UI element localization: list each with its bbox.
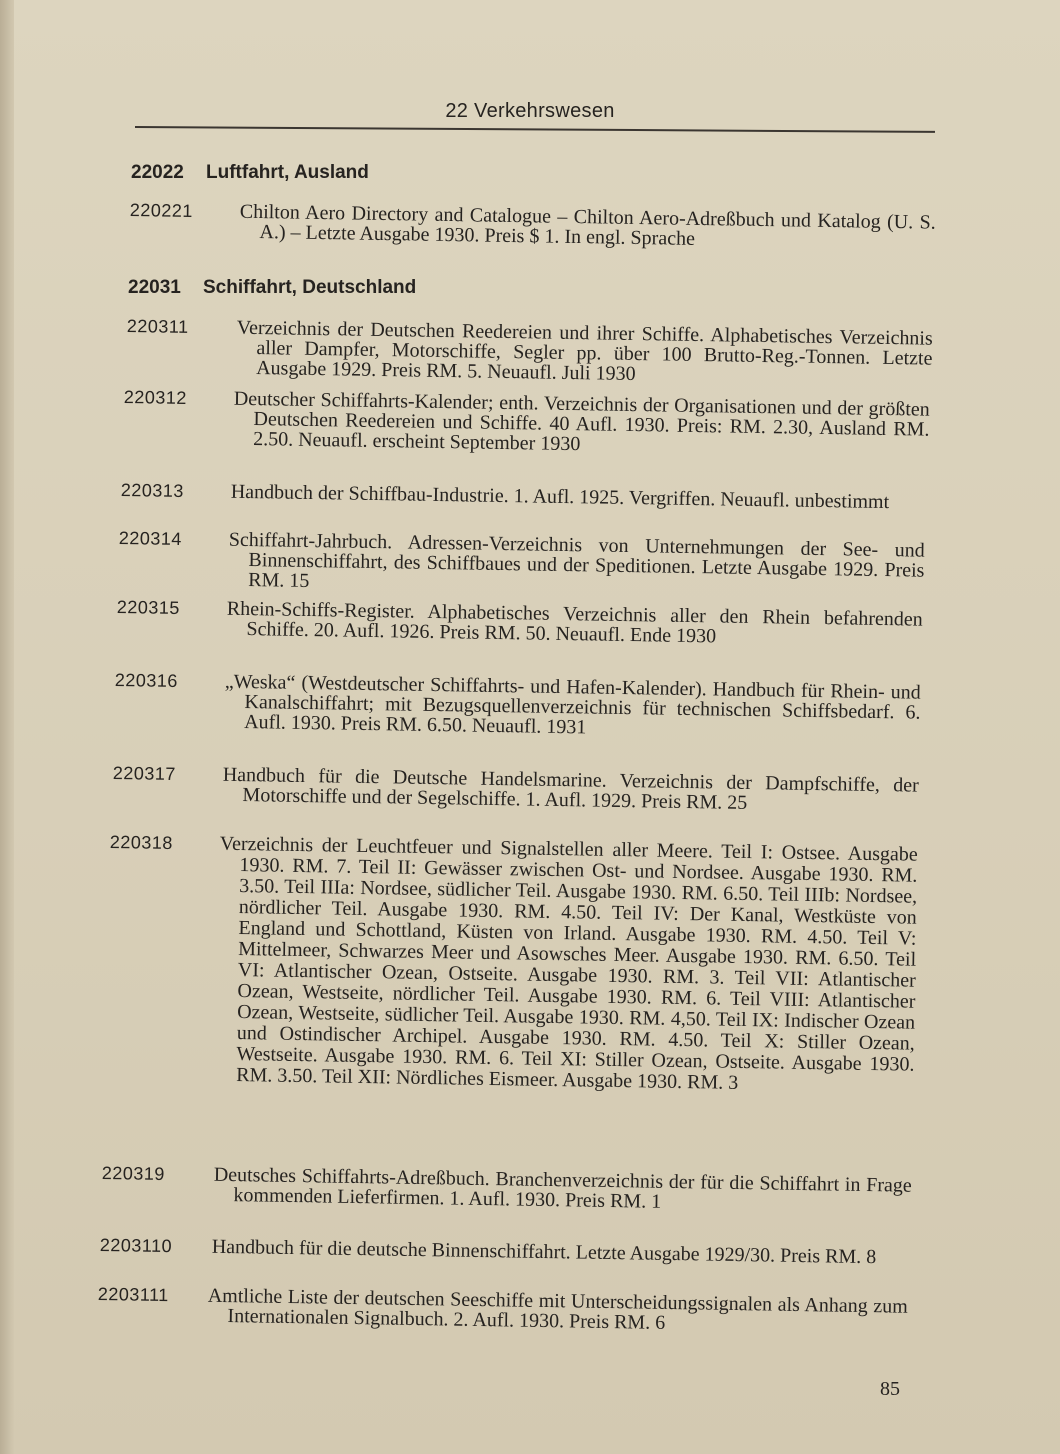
entry-text: Deutscher Schiffahrts-Kalender; enth. Verzeichnis der Organisationen und der größten Deutschen Reedereien und Schiffe. 40 Aufl. 1930. Preis: RM. 2.30, Ausland RM. 2.50. Neuaufl. erscheint September 1930 [233, 387, 930, 456]
entry-number: 220312 [123, 387, 188, 408]
entry-number: 220317 [112, 763, 177, 784]
catalog-entry [99, 1235, 912, 1269]
entry-text: Deutsches Schiffahrts-Adreßbuch. Branchenverzeichnis der für die Schiffahrt in Frage kommenden Lieferfirmen. 1. Aufl. 1930. Preis RM. 1 [213, 1163, 912, 1213]
catalog-entry [123, 387, 934, 456]
catalog-entry [101, 1163, 914, 1213]
entry-number: 220319 [101, 1163, 166, 1184]
entry-text: Amtliche Liste der deutschen Seeschiffe mit Unterscheidungssignalen als Anhang zum Internationalen Signalbuch. 2. Aufl. 1930. Preis RM. 6 [207, 1284, 908, 1334]
entry-text: Handbuch der Schiffbau-Industrie. 1. Aufl. 1925. Vergriffen. Neuaufl. unbestimmt [230, 480, 890, 514]
catalog-entry [129, 200, 940, 263]
entry-text: Handbuch für die Deutsche Handelsmarine. Verzeichnis der Dampfschiffe, der Motorschiffe und der Segelschiffe. 1. Aufl. 1929. Preis RM. 25 [222, 763, 919, 814]
catalog-entry [120, 480, 931, 514]
running-header: 22 Verkehrswesen [445, 100, 615, 122]
entry-number: 220313 [120, 480, 185, 501]
header-rule [135, 126, 935, 133]
entry-text: Verzeichnis der Leuchtfeuer und Signalstellen aller Meere. Teil I: Ostsee. Ausgabe 1930. RM. 7. Teil II: Gewässer zwischen Ost- und Nordsee. Ausgabe 1930. RM. 3.50. Teil IIIa: Nordsee, südlicher Teil. Ausgabe 1930. RM. 6.50. Teil IIIb: Nordsee, nördlicher Teil. Ausgabe 1930. RM. 4.50. Teil IV: Der Kanal, Westküste von England und Schottland, Küsten von Irland. Ausgabe 1930. RM. 4.50. Teil V: Mittelmeer, Schwarzes Meer und Asowsches Meer. Ausgabe 1930. RM. 6.50. Teil VI: Atlantischer Ozean, Ostseite. Ausgabe 1930. RM. 3. Teil VII: Atlantischer Ozean, Westseite, nördlicher Teil. Ausgabe 1930. RM. 6. Teil VIII: Atlantischer Ozean, Westseite, südlicher Teil. Ausgabe 1930. RM. 4,50. Teil IX: Indischer Ozean und Ostindischer Archipel. Ausgabe 1930. RM. 4.50. Teil X: Stiller Ozean, Westseite. Ausgabe 1930. RM. 6. Teil XI: Stiller Ozean, Ostseite. Ausgabe 1930. RM. 3.50. Teil XII: Nördliches Eismeer. Ausgabe 1930. RM. 3 [219, 832, 918, 1094]
catalog-entry [118, 528, 929, 592]
entry-text: Schiffahrt-Jahrbuch. Adressen-Verzeichnis von Unternehmungen der See- und Binnenschiffahrt, des Schiffbaues und der Speditionen. Letzte Ausgabe 1929. Preis RM. 15 [228, 528, 925, 592]
entry-number: 2203110 [99, 1235, 173, 1257]
section-heading [131, 162, 369, 184]
entry-number: 220221 [129, 200, 194, 221]
entry-text: Chilton Aero Directory and Catalogue – Chilton Aero-Adreßbuch und Katalog (U. S. A.) – Letzte Ausgabe 1930. Preis $ 1. In engl. Sprache [239, 200, 936, 250]
entry-text: Verzeichnis der Deutschen Reedereien und ihrer Schiffe. Alphabetisches Verzeichnis aller Dampfer, Motorschiffe, Segler pp. über 100 Brutto-Reg.-Tonnen. Letzte Ausgabe 1929. Preis RM. 5. Neuaufl. Juli 1930 [236, 316, 933, 385]
entry-number: 220316 [114, 670, 179, 691]
entry-number: 220311 [126, 316, 189, 337]
catalog-entry [109, 832, 922, 1094]
entry-number: 220318 [109, 832, 174, 853]
entry-text: Rhein-Schiffs-Register. Alphabetisches Verzeichnis aller den Rhein befahrenden Schiffe. 20. Aufl. 1926. Preis RM. 50. Neuaufl. Ende 1930 [226, 597, 923, 648]
catalog-entry [97, 1284, 910, 1334]
catalog-entry [126, 316, 937, 385]
catalog-entry [112, 763, 923, 814]
section-code: 22022 [131, 162, 184, 183]
section-title: Luftfahrt, Ausland [206, 162, 369, 183]
entry-number: 220314 [118, 528, 183, 549]
section-title: Schiffahrt, Deutschland [203, 277, 417, 298]
page-number: 85 [880, 1378, 900, 1400]
section-heading [128, 277, 416, 299]
entry-text: Handbuch für die deutsche Binnenschiffahrt. Letzte Ausgabe 1929/30. Preis RM. 8 [211, 1235, 877, 1269]
entry-text: „Weska“ (Westdeutscher Schiffahrts- und Hafen-Kalender). Handbuch für Rhein- und Kanalschiffahrt; mit Bezugsquellenverzeichnis für technischen Schiffsbedarf. 6. Aufl. 1930. Preis RM. 6.50. Neuaufl. 1931 [224, 670, 921, 739]
catalog-entry [116, 597, 927, 648]
section-code: 22031 [128, 277, 181, 298]
entry-number: 220315 [116, 597, 181, 618]
catalog-entry [114, 670, 925, 739]
entry-number: 2203111 [97, 1284, 169, 1306]
page-edge-shadow [0, 0, 14, 1454]
